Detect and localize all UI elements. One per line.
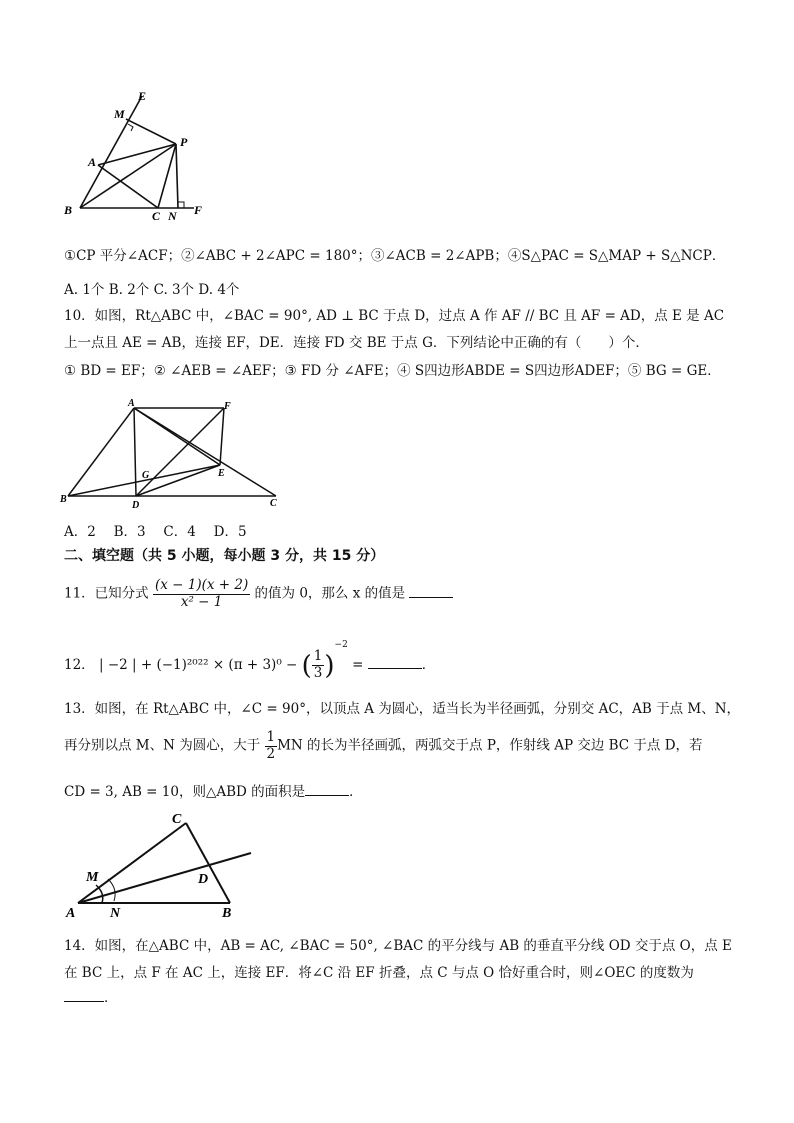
q9-options: A. 1个 B. 2个 C. 3个 D. 4个 bbox=[64, 282, 240, 298]
label-N: N bbox=[168, 209, 177, 223]
q11-denominator: x² − 1 bbox=[180, 593, 223, 610]
label-P: P bbox=[180, 135, 188, 149]
q10-options: A．2 B．3 C．4 D．5 bbox=[64, 524, 247, 540]
q11-fraction bbox=[153, 578, 250, 610]
label-N: N bbox=[110, 906, 121, 921]
q12-equals: = bbox=[352, 657, 364, 673]
figure-q13 bbox=[58, 805, 258, 923]
q11-prefix: 11．已知分式 bbox=[64, 585, 149, 602]
label-D: D bbox=[132, 500, 140, 511]
label-C: C bbox=[152, 209, 161, 223]
label-F: F bbox=[224, 401, 231, 412]
q14-answer-blank[interactable] bbox=[64, 1001, 104, 1002]
q11-numerator: (x − 1)(x + 2) bbox=[154, 577, 249, 593]
label-E: E bbox=[218, 468, 225, 479]
label-A: A bbox=[66, 906, 76, 921]
label-B: B bbox=[64, 203, 73, 217]
q14-line3: ． bbox=[64, 986, 118, 1006]
label-B: B bbox=[222, 906, 232, 921]
label-A: A bbox=[128, 398, 135, 409]
q9-statements: ①CP 平分∠ACF；②∠ABC + 2∠APC = 180°；③∠ACB = 2∠APB；④S△PAC = S△MAP + S△NCP． bbox=[64, 248, 726, 264]
q13-answer-blank[interactable] bbox=[305, 795, 349, 796]
q13-line1: 13．如图，在 Rt△ABC 中，∠C = 90°，以顶点 A 为圆心，适当长为半径画弧，分别交 AC，AB 于点 M、N， bbox=[64, 701, 741, 717]
figure-q10 bbox=[58, 396, 288, 514]
q13-fraction: $\frac{1}{2}$ bbox=[266, 729, 276, 762]
label-C: C bbox=[172, 812, 182, 827]
section-2-title: 二、填空题（共 5 小题，每小题 3 分，共 15 分） bbox=[64, 548, 385, 564]
q12-answer-blank[interactable] bbox=[368, 668, 422, 669]
label-B: B bbox=[60, 494, 67, 505]
q10-line3: ① BD = EF；② ∠AEB = ∠AEF；③ FD 分 ∠AFE；④ S四边形ABDE = S四边形ADEF；⑤ BG = GE． bbox=[64, 363, 721, 379]
label-M: M bbox=[114, 107, 125, 121]
q12: 12． | −2 | + (−1)²⁰²² × (π + 3)⁰ − ( $\frac{1}{3}$ )$^{-2}$ = ． bbox=[64, 640, 436, 681]
q14-line1: 14．如图，在△ABC 中，AB = AC, ∠BAC = 50°, ∠BAC 的平分线与 AB 的垂直平分线 OD 交于点 O，点 E bbox=[64, 938, 732, 954]
q13-line3: CD = 3, AB = 10，则△ABD 的面积是 ． bbox=[64, 784, 363, 800]
q12-fraction: $\frac{1}{3}$ bbox=[313, 648, 323, 681]
q13-line2: 再分别以点 M、N 为圆心，大于 $\frac{1}{2}$ MN 的长为半径画弧，两弧交于点 P，作射线 AP 交边 BC 于点 D，若 bbox=[64, 729, 703, 762]
label-G: G bbox=[142, 470, 150, 481]
q11-answer-blank[interactable] bbox=[409, 597, 453, 598]
label-D: D bbox=[198, 872, 209, 887]
q12-expr: | −2 | + (−1)²⁰²² × (π + 3)⁰ − bbox=[98, 657, 298, 673]
q12-exponent: −2 bbox=[334, 640, 348, 650]
label-M: M bbox=[86, 870, 99, 885]
q12-prefix: 12． bbox=[64, 657, 95, 673]
label-E: E bbox=[138, 89, 147, 103]
label-C: C bbox=[270, 498, 277, 509]
q10-line2: 上一点且 AE = AB，连接 EF，DE．连接 FD 交 BE 于点 G．下列结论中正确的有（ ）个． bbox=[64, 335, 649, 351]
label-A: A bbox=[88, 155, 97, 169]
q11-suffix: 的值为 0，那么 x 的值是 bbox=[254, 585, 406, 602]
q10-line1: 10．如图，Rt△ABC 中，∠BAC = 90°, AD ⊥ BC 于点 D，过点 A 作 AF // BC 且 AF = AD，点 E 是 AC bbox=[64, 308, 725, 324]
q11 bbox=[64, 578, 453, 610]
label-F: F bbox=[194, 203, 203, 217]
q14-line2: 在 BC 上，点 F 在 AC 上，连接 EF．将∠C 沿 EF 折叠，点 C 与点 O 恰好重合时，则∠OEC 的度数为 bbox=[64, 965, 694, 981]
figure-q9 bbox=[58, 88, 218, 223]
